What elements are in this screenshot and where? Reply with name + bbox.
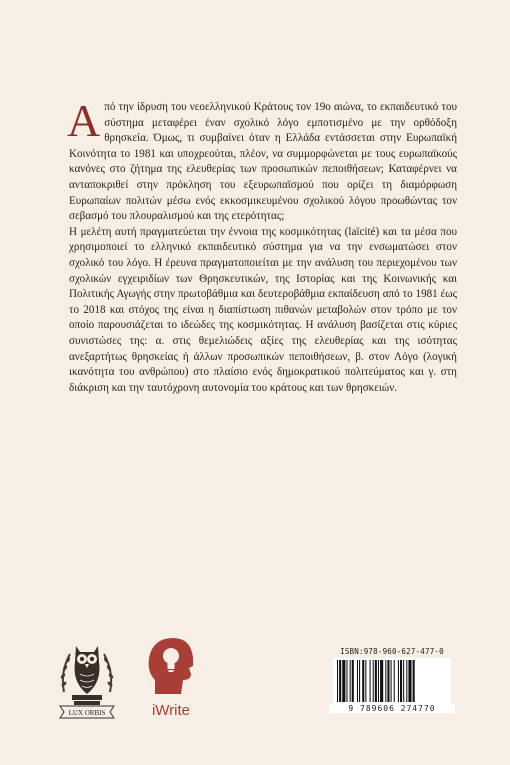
iwrite-logo xyxy=(145,632,197,732)
barcode-bar xyxy=(370,660,371,702)
barcode-bar xyxy=(400,660,402,702)
barcode-graphic xyxy=(333,658,451,704)
barcode-bar xyxy=(337,660,338,702)
isbn-barcode xyxy=(329,647,455,717)
barcode-bar xyxy=(403,660,404,702)
barcode-bar xyxy=(378,660,379,702)
barcode-bar xyxy=(365,660,366,702)
barcode-bar xyxy=(408,660,411,702)
barcode-bars xyxy=(333,658,451,704)
barcode-bar xyxy=(350,660,351,702)
barcode-bar xyxy=(391,660,392,702)
barcode-bar xyxy=(385,660,386,702)
head-lightbulb-icon xyxy=(145,632,197,700)
barcode-bar xyxy=(373,660,374,702)
paragraph-study: Η μελέτη αυτή πραγματεύεται την έννοια της κοσμικότητας (laïcité) και τα μέσα που χρησιμοποιεί το ελληνικό εκπαιδευτικό σύστημα για να την ενσωματώσει στον σχολικό του λόγο. Η έρευνα πραγματοποιείται με την ανάλυση του περιεχομένου των σχολικών εγχειριδίων των Θρησκευτικών, της Ιστορίας και της Κοινωνικής και Πολιτικής Αγωγής στην πρωτοβάθμια και δευτεροβάθμια εκπαίδευση από το 1981 έως το 2018 και στόχος της είναι η διαπίστωση πιθανών μεταβολών στον τρόπο με τον οποίο παρουσιάζεται το ιδεώδες της κοσμικότητας. Η ανάλυση βασίζεται στις κύριες συνιστώσες της: α. στις θεμελιώδεις αξίες της ελευθερίας και της ισότητας ανεξαρτήτως θρησκείας ή άλλων προσωπικών πεποιθήσεων, β. στον Λόγο (λογική ικανότητα του ανθρώπου) στο πλαίσιο ενός δημοκρατικού πολιτεύματος και γ. στη διάκριση και την ταυτόχρονη αυτονομία του κράτους και των θρησκειών. xyxy=(69,225,457,394)
paragraph-1-text: πό την ίδρυση του νεοελληνικού Κράτους τον 19ο αιώνα, το εκπαιδευτικό του σύστημα μεταφέρει έναν σχολικό λόγο εμποτισμένο με την ορθόδοξη θρησκεία. Όμως, τι συμβαίνει όταν η Ελλάδα εντάσσεται στην Ευρωπαϊκή Κοινότητα το 1981 και υποχρεούται, πλέον, να συμμορφώνεται με τους ευρωπαϊκούς κανόνες στο ζήτημα της ελευθερίας των προσωπικών πεποιθήσεων; Καταφέρνει να ανταποκριθεί στην πρόκληση του εξευρωπαϊσμού που ορίζει τη διαμόρφωση Ευρωπαίων πολιτών μέσω ενός εκκοσμικευμένου σχολικού λόγου προωθώντας τον σεβασμό του πλουραλισμού και της ετερότητας; xyxy=(69,101,457,223)
drop-cap: Α xyxy=(67,95,101,146)
isbn-label: ISBN:978-960-627-477-0 xyxy=(340,647,444,656)
barcode-bar xyxy=(387,660,389,702)
paragraph-intro xyxy=(67,95,457,225)
owl-icon xyxy=(58,632,116,724)
back-cover-text xyxy=(67,95,457,396)
barcode-bar xyxy=(346,660,347,702)
barcode-number: 9 789606 274770 xyxy=(329,704,455,713)
barcode-bar xyxy=(413,660,415,702)
barcode-bar xyxy=(342,660,345,702)
lux-orbis-logo xyxy=(58,632,116,724)
barcode-bar xyxy=(357,660,358,702)
iwrite-wordmark: iWrite xyxy=(151,702,191,719)
barcode-bar xyxy=(352,660,354,702)
barcode-bar xyxy=(398,660,399,702)
barcode-bar xyxy=(362,660,364,702)
barcode-bar xyxy=(406,660,407,702)
barcode-bar xyxy=(339,660,341,702)
barcode-bar xyxy=(375,660,377,702)
barcode-bar xyxy=(394,660,395,702)
barcode-bar xyxy=(359,660,360,702)
lux-orbis-banner-text: LUX ORBIS xyxy=(68,709,106,717)
barcode-bar xyxy=(380,660,383,702)
